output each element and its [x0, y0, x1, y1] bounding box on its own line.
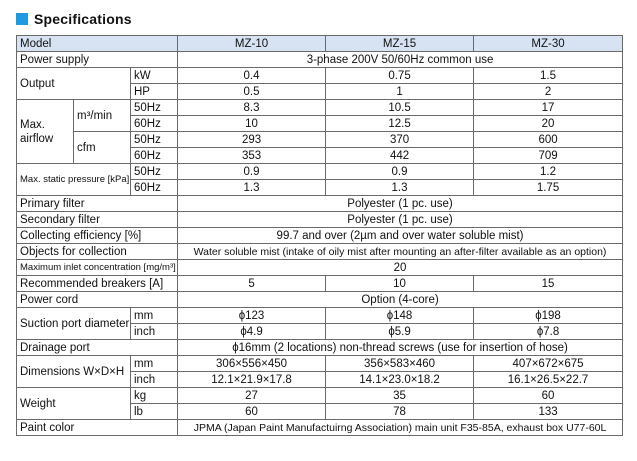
weight-kg-mz30: 60 — [474, 388, 623, 404]
power-supply-label: Power supply — [17, 52, 178, 68]
section-title: Specifications — [34, 11, 132, 27]
dimensions-label: Dimensions W×D×H — [17, 356, 131, 388]
suction-inch-mz30: ϕ7.8 — [474, 324, 623, 340]
airflow-cfm-50-mz10: 293 — [178, 132, 326, 148]
output-hp-mz15: 1 — [326, 84, 474, 100]
table-row — [17, 356, 623, 372]
table-row — [17, 276, 623, 292]
weight-lb-mz30: 133 — [474, 404, 623, 420]
static-pressure-50-mz15: 0.9 — [326, 164, 474, 180]
table-row — [17, 420, 623, 436]
dimensions-inch-mz10: 12.1×21.9×17.8 — [178, 372, 326, 388]
secondary-filter-label: Secondary filter — [17, 212, 178, 228]
table-row — [17, 308, 623, 324]
airflow-label: Max. airflow — [17, 100, 74, 164]
breakers-mz10: 5 — [178, 276, 326, 292]
breakers-label: Recommended breakers [A] — [17, 276, 178, 292]
breakers-mz30: 15 — [474, 276, 623, 292]
model-mz30-header: MZ-30 — [474, 36, 623, 52]
objects-value: Water soluble mist (intake of oily mist after mounting an after-filter available as an option) — [178, 244, 623, 260]
output-hp-mz30: 2 — [474, 84, 623, 100]
table-row — [17, 100, 623, 116]
objects-label: Objects for collection — [17, 244, 178, 260]
airflow-cfm-50-mz15: 370 — [326, 132, 474, 148]
suction-mm-mz10: ϕ123 — [178, 308, 326, 324]
airflow-cfm-50-mz30: 600 — [474, 132, 623, 148]
primary-filter-label: Primary filter — [17, 196, 178, 212]
output-kw-mz30: 1.5 — [474, 68, 623, 84]
collecting-efficiency-value: 99.7 and over (2µm and over water soluble mist) — [178, 228, 623, 244]
table-row — [17, 260, 623, 276]
output-kw-unit: kW — [131, 68, 178, 84]
specifications-table — [16, 35, 623, 436]
model-mz15-header: MZ-15 — [326, 36, 474, 52]
airflow-cfm-50hz: 50Hz — [131, 132, 178, 148]
suction-inch-mz15: ϕ5.9 — [326, 324, 474, 340]
weight-kg-mz15: 35 — [326, 388, 474, 404]
table-row — [17, 52, 623, 68]
suction-inch-unit: inch — [131, 324, 178, 340]
max-inlet-label: Maximum inlet concentration [mg/m³] — [17, 260, 178, 276]
weight-lb-unit: lb — [131, 404, 178, 420]
dimensions-inch-mz30: 16.1×26.5×22.7 — [474, 372, 623, 388]
output-hp-unit: HP — [131, 84, 178, 100]
table-row — [17, 196, 623, 212]
static-pressure-60hz: 60Hz — [131, 180, 178, 196]
dimensions-mm-mz30: 407×672×675 — [474, 356, 623, 372]
power-cord-label: Power cord — [17, 292, 178, 308]
static-pressure-50hz: 50Hz — [131, 164, 178, 180]
airflow-cfm-unit: cfm — [74, 132, 131, 164]
airflow-m3-50-mz10: 8.3 — [178, 100, 326, 116]
airflow-m3-60hz: 60Hz — [131, 116, 178, 132]
dimensions-mm-mz10: 306×556×450 — [178, 356, 326, 372]
airflow-cfm-60-mz15: 442 — [326, 148, 474, 164]
static-pressure-60-mz15: 1.3 — [326, 180, 474, 196]
output-label: Output — [17, 68, 131, 100]
airflow-m3-60-mz10: 10 — [178, 116, 326, 132]
airflow-cfm-60-mz10: 353 — [178, 148, 326, 164]
static-pressure-50-mz10: 0.9 — [178, 164, 326, 180]
table-row — [17, 340, 623, 356]
static-pressure-50-mz30: 1.2 — [474, 164, 623, 180]
table-row — [17, 244, 623, 260]
section-marker-icon — [16, 13, 28, 25]
table-row — [17, 68, 623, 84]
paint-value: JPMA (Japan Paint Manufactuirng Association) main unit F35-85A, exhaust box U77-60L — [178, 420, 623, 436]
airflow-m3-50hz: 50Hz — [131, 100, 178, 116]
max-inlet-value: 20 — [178, 260, 623, 276]
model-header: Model — [17, 36, 178, 52]
drainage-value: ϕ16mm (2 locations) non-thread screws (use for insertion of hose) — [178, 340, 623, 356]
output-kw-mz15: 0.75 — [326, 68, 474, 84]
static-pressure-label: Max. static pressure [kPa] — [17, 164, 131, 196]
table-row — [17, 388, 623, 404]
airflow-m3-unit: m³/min — [74, 100, 131, 132]
airflow-m3-60-mz15: 12.5 — [326, 116, 474, 132]
breakers-mz15: 10 — [326, 276, 474, 292]
table-header-row — [17, 36, 623, 52]
weight-lb-mz15: 78 — [326, 404, 474, 420]
model-mz10-header: MZ-10 — [178, 36, 326, 52]
power-supply-value: 3-phase 200V 50/60Hz common use — [178, 52, 623, 68]
section-header — [16, 10, 132, 28]
suction-inch-mz10: ϕ4.9 — [178, 324, 326, 340]
power-cord-value: Option (4-core) — [178, 292, 623, 308]
suction-mm-mz15: ϕ148 — [326, 308, 474, 324]
airflow-cfm-60-mz30: 709 — [474, 148, 623, 164]
primary-filter-value: Polyester (1 pc. use) — [178, 196, 623, 212]
suction-mm-mz30: ϕ198 — [474, 308, 623, 324]
table-row — [17, 228, 623, 244]
weight-lb-mz10: 60 — [178, 404, 326, 420]
airflow-m3-60-mz30: 20 — [474, 116, 623, 132]
table-row — [17, 212, 623, 228]
suction-label: Suction port diameter — [17, 308, 131, 340]
dimensions-mm-mz15: 356×583×460 — [326, 356, 474, 372]
suction-mm-unit: mm — [131, 308, 178, 324]
secondary-filter-value: Polyester (1 pc. use) — [178, 212, 623, 228]
weight-kg-mz10: 27 — [178, 388, 326, 404]
table-row — [17, 164, 623, 180]
table-row — [17, 292, 623, 308]
output-kw-mz10: 0.4 — [178, 68, 326, 84]
dimensions-inch-mz15: 14.1×23.0×18.2 — [326, 372, 474, 388]
static-pressure-60-mz10: 1.3 — [178, 180, 326, 196]
static-pressure-60-mz30: 1.75 — [474, 180, 623, 196]
weight-label: Weight — [17, 388, 131, 420]
collecting-efficiency-label: Collecting efficiency [%] — [17, 228, 178, 244]
weight-kg-unit: kg — [131, 388, 178, 404]
airflow-m3-50-mz30: 17 — [474, 100, 623, 116]
table-row — [17, 132, 623, 148]
airflow-cfm-60hz: 60Hz — [131, 148, 178, 164]
output-hp-mz10: 0.5 — [178, 84, 326, 100]
dimensions-inch-unit: inch — [131, 372, 178, 388]
paint-label: Paint color — [17, 420, 178, 436]
drainage-label: Drainage port — [17, 340, 178, 356]
airflow-m3-50-mz15: 10.5 — [326, 100, 474, 116]
dimensions-mm-unit: mm — [131, 356, 178, 372]
